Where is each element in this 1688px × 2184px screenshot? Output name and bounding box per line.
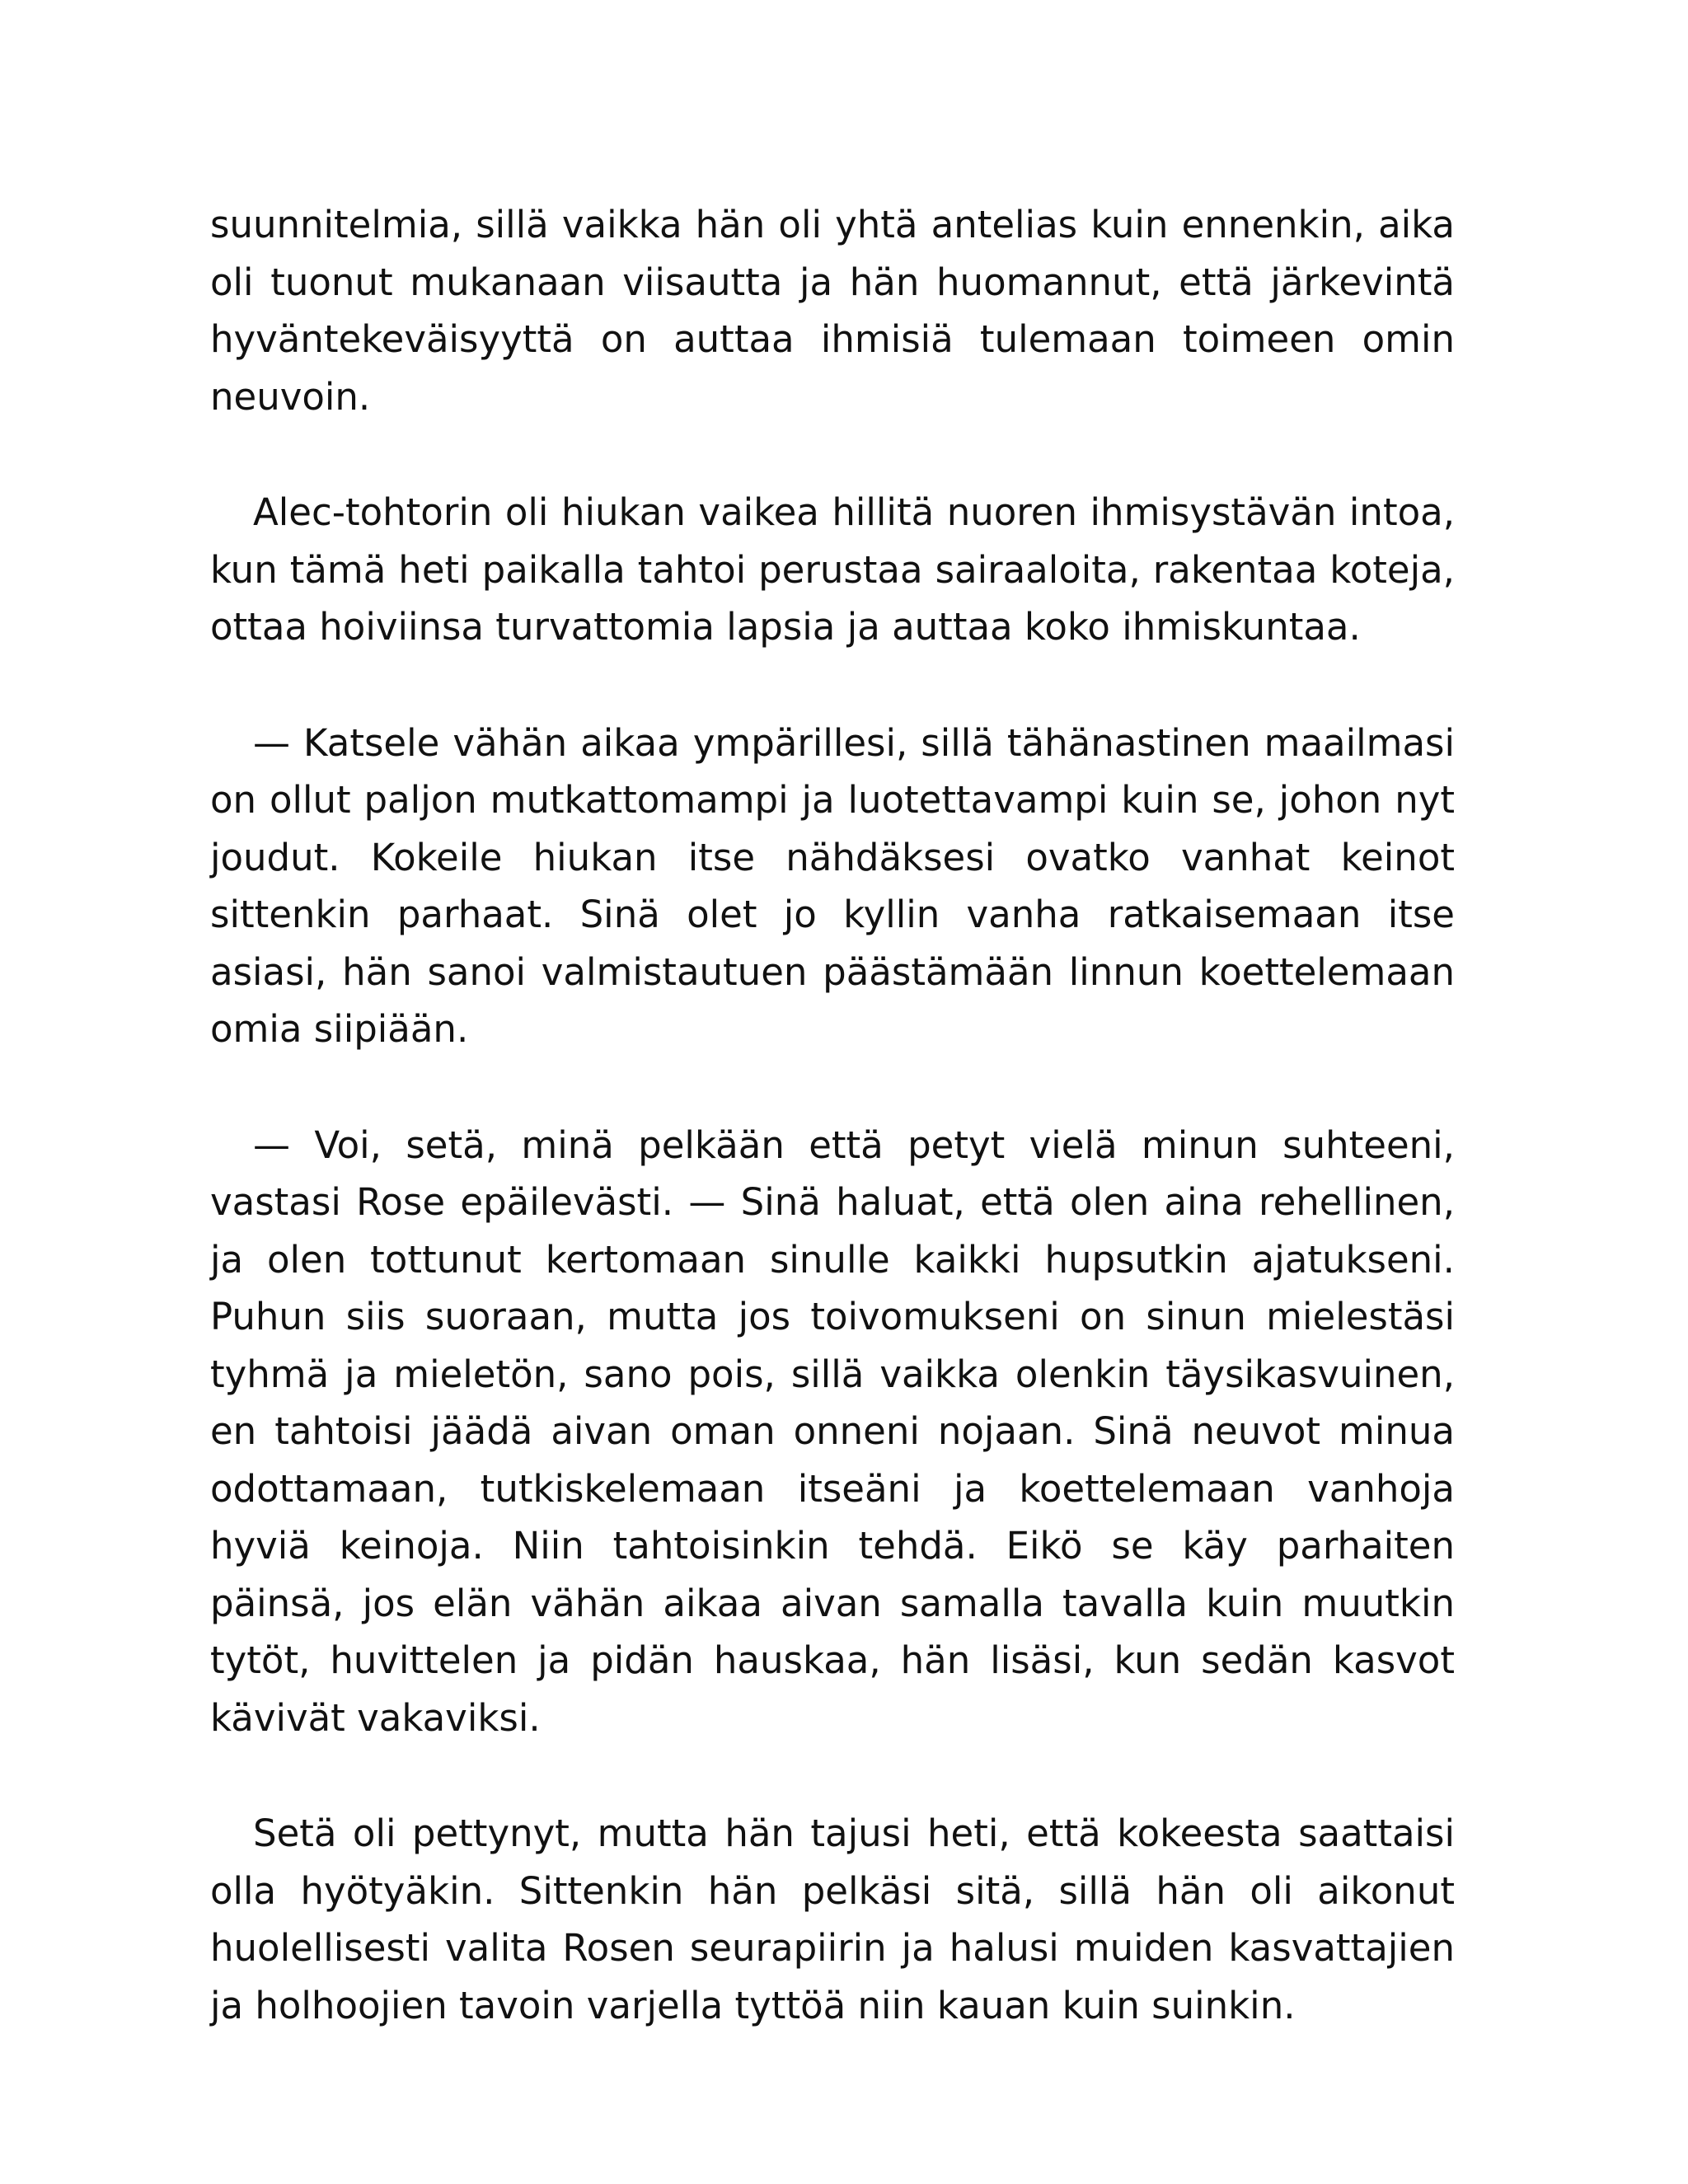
paragraph-4: — Voi, setä, minä pelkään että petyt vielä minun suhteeni, vastasi Rose epäilevästi. — Sinä haluat, että olen aina rehellinen, ja olen tottunut kertomaan sinulle kaikki hupsutkin ajatukseni. Puhun siis suoraan, mutta jos toivomukseni on sinun mielestäsi tyhmä ja mieletön, sano pois, sillä vaikka olenkin täysikasvuinen, en tahtoisi jäädä aivan oman onneni nojaan. Sinä neuvot minua odottamaan, tutkiskelemaan itseäni ja koettelemaan vanhoja hyviä keinoja. Niin tahtoisinkin tehdä. Eikö se käy parhaiten päinsä, jos elän vähän aikaa aivan samalla tavalla kuin muutkin tytöt, huvittelen ja pidän hauskaa, hän lisäsi, kun sedän kasvot kävivät vakaviksi.: [210, 1122, 1455, 1740]
page-text: [210, 196, 1455, 2093]
paragraph-2: Alec-tohtorin oli hiukan vaikea hillitä nuoren ihmisystävän intoa, kun tämä heti paikalla tahtoi perustaa sairaaloita, rakentaa koteja, ottaa hoiviinsa turvattomia lapsia ja auttaa koko ihmiskuntaa.: [210, 490, 1455, 649]
paragraph-3: — Katsele vähän aikaa ympärillesi, sillä tähänastinen maailmasi on ollut paljon mutkattomampi ja luotettavampi kuin se, johon nyt joudut. Kokeile hiukan itse nähdäksesi ovatko vanhat keinot sittenkin parhaat. Sinä olet jo kyllin vanha ratkaisemaan itse asiasi, hän sanoi valmistautuen päästämään linnun koettelemaan omia siipiään.: [210, 720, 1455, 1051]
paragraph-5: Setä oli pettynyt, mutta hän tajusi heti, että kokeesta saattaisi olla hyötyäkin. Sittenkin hän pelkäsi sitä, sillä hän oli aikonut huolellisesti valita Rosen seurapiirin ja halusi muiden kasvattajien ja holhoojien tavoin varjella tyttöä niin kauan kuin suinkin.: [210, 1811, 1455, 2027]
paragraph-1: suunnitelmia, sillä vaikka hän oli yhtä antelias kuin ennenkin, aika oli tuonut mukanaan viisautta ja hän huomannut, että järkevintä hyväntekeväisyyttä on auttaa ihmisiä tulemaan toimeen omin neuvoin.: [210, 203, 1455, 419]
